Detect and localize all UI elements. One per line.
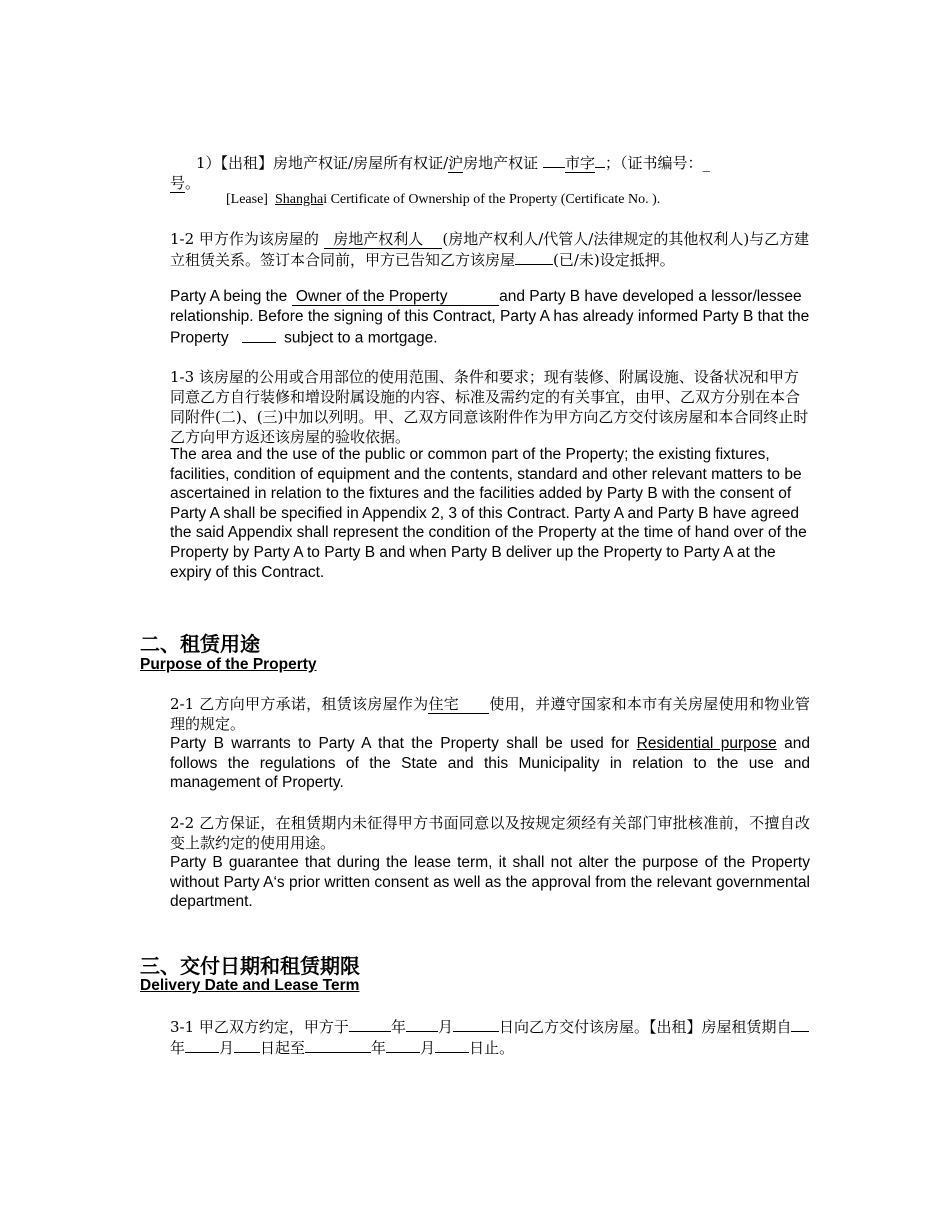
clause-3-1-text-3: 日起至: [260, 1039, 306, 1057]
clause-2-2-en: Party B guarantee that during the lease term, it shall not alter the purpose of the Property without Party A‘s prior written consent as well as the approval from the relevant governmental department.: [170, 854, 810, 911]
clause-2-1-en-text-2: and follows the regulations of the State and this Municipality in relation to the use and management of Property.: [170, 735, 810, 792]
certificate-blank-gap: [595, 152, 605, 168]
section-3-heading-zh: 三、交付日期和租赁期限: [140, 954, 360, 978]
lease-start-month-blank: [185, 1037, 219, 1053]
certificate-shi: 市字: [564, 154, 595, 172]
clause-1-2-zh: [170, 229, 810, 270]
clause-1-2-en: [170, 287, 810, 348]
clause-2-1-en-use: Residential purpose: [636, 735, 777, 752]
clause-3-1-text-1: 3-1 甲乙双方约定，甲方于: [170, 1018, 349, 1036]
clause-1-2-en-role: Owner of the Property: [292, 288, 500, 306]
clause-2-2-zh: 2-2 乙方保证，在租赁期内未征得甲方书面同意以及按规定须经有关部门审批核准前，不擅自改变上款约定的使用用途。: [170, 814, 810, 852]
clause-1-2-zh-text-1: 1-2 甲方作为该房屋的: [170, 230, 319, 248]
delivery-month-blank: [406, 1016, 438, 1032]
lease-start-year-label: 年: [170, 1039, 186, 1057]
clause-2-1-zh-text-2: 使用，并遵守国家和本市有关房屋使用和物业管理的规定。: [170, 695, 810, 733]
clause-1-3-en: The area and the use of the public or common part of the Property; the existing fixtures, facilities, condition of equipment and the contents, standard and other relevant matters to be ascertained in relation to the fixtures and the facilities added by Party B with the consent of Party A shall be specified in Appendix 2, 3 of this Contract. Party A and Party B have agreed the said Appendix shall represent the condition of the Property at the time of hand over of the Property by Party A to Party B and when Party B deliver up the Property to Party A at the expiry of this Contract.: [170, 446, 807, 581]
delivery-day-blank: [453, 1016, 499, 1032]
clause-3-1-zh: [170, 1016, 810, 1058]
lease-start-year-blank: [791, 1016, 809, 1032]
clause-1-2-en-text-2: and Party B have developed a lessor/lessee relationship. Before the signing of this Contract, Party A has already informed Party B that the Property: [170, 288, 810, 347]
clause-1-2-zh-role: 房地产权利人: [324, 230, 443, 249]
section-2-heading-zh: 二、租赁用途: [140, 632, 260, 656]
clause-3-1-text-4: 日止。: [469, 1039, 515, 1057]
clause-1-2-zh-text-3: (已/未)设定抵押。: [553, 251, 675, 269]
certificate-line-en: [226, 191, 816, 209]
delivery-year-label: 年: [390, 1018, 406, 1036]
lease-end-year-label: 年: [371, 1039, 387, 1057]
section-2-heading-en: Purpose of the Property: [140, 656, 317, 673]
delivery-year-blank: [349, 1016, 391, 1032]
certificate-city: 沪: [448, 154, 464, 172]
section-3-heading-en: Delivery Date and Lease Term: [140, 977, 360, 994]
certificate-blank-2: _: [702, 154, 710, 172]
clause-1-2-en-blank: [242, 326, 276, 343]
certificate-text-2: 房地产权证: [463, 154, 539, 172]
certificate-en-lease: [Lease]: [226, 192, 268, 207]
delivery-month-label: 月: [437, 1018, 453, 1036]
certificate-text-3: ；（证书编号：: [604, 154, 703, 172]
clause-2-1-zh-use: 住宅: [428, 695, 489, 714]
lease-end-year-blank: [305, 1037, 371, 1053]
clause-2-1-en-text-1: Party B warrants to Party A that the Property shall be used for: [170, 735, 630, 752]
certificate-en-shanghai: Shangha: [274, 192, 324, 207]
lease-end-month-label: 月: [420, 1039, 436, 1057]
certificate-text-1: 1）【出租】房地产权证/房屋所有权证/: [196, 154, 449, 172]
lease-end-day-blank: [435, 1037, 469, 1053]
clause-1-2-zh-blank: [515, 249, 553, 265]
certificate-end: 。: [185, 174, 201, 192]
certificate-line-zh: [170, 152, 810, 193]
lease-start-day-blank: [234, 1037, 260, 1053]
clause-3-1-text-2: 日向乙方交付该房屋。【出租】房屋租赁期自: [498, 1018, 792, 1036]
clause-1-3-zh: 1-3 该房屋的公用或合用部位的使用范围、条件和要求；现有装修、附属设施、设备状况和甲方同意乙方自行装修和增设附属设施的内容、标准及需约定的有关事宜，由甲、乙双方分别在本合同附件(二)、(三)中加以列明。甲、乙双方同意该附件作为甲方向乙方交付该房屋和本合同终止时乙方向甲方返还该房屋的验收依据。: [170, 368, 809, 446]
clause-2-1-zh: [170, 694, 810, 734]
certificate-blank-1: [543, 152, 565, 168]
lease-start-month-label: 月: [219, 1039, 235, 1057]
clause-1-2-zh-text-2: (房地产权利人/代管人/法律规定的其他权利人)与乙方建立租赁关系。签订本合同前，甲方已告知乙方该房屋: [170, 230, 810, 269]
clause-2-1-zh-text-1: 2-1 乙方向甲方承诺，租赁该房屋作为: [170, 695, 429, 713]
clause-1-2-en-text-1: Party A being the: [170, 288, 288, 305]
certificate-en-rest: i Certificate of Ownership of the Property (Certificate No. ).: [323, 192, 661, 207]
certificate-hao: 号: [170, 174, 186, 192]
clause-2-1-en: [170, 734, 810, 793]
lease-end-month-blank: [386, 1037, 420, 1053]
clause-1-2-en-text-3: subject to a mortgage.: [284, 329, 438, 347]
